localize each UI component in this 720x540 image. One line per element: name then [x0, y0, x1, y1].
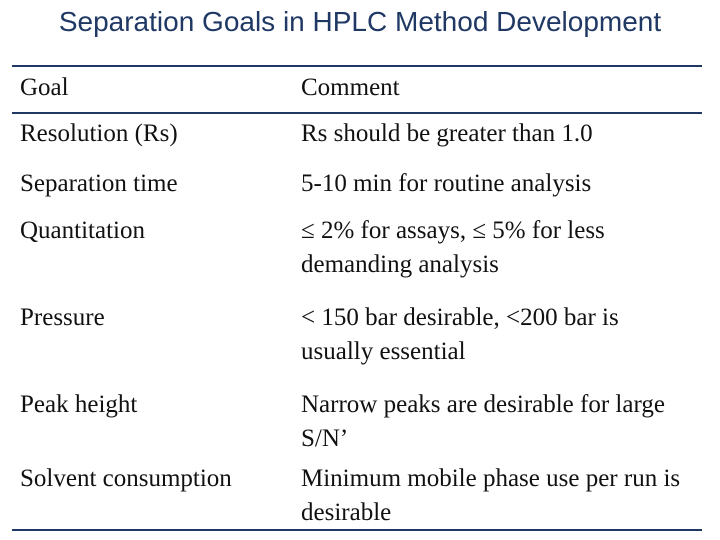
row-peak-height-goal: Peak height: [20, 391, 138, 418]
table-header-rule: [12, 112, 702, 114]
header-comment: Comment: [301, 74, 400, 101]
row-quantitation-goal: Quantitation: [20, 217, 145, 244]
row-resolution-comment: Rs should be greater than 1.0: [301, 120, 593, 147]
table-top-rule: [12, 65, 702, 67]
header-goal: Goal: [20, 74, 69, 101]
row-quantitation-comment: ≤ 2% for assays, ≤ 5% for less demanding analysis: [301, 217, 605, 278]
row-resolution-goal: Resolution (Rs): [20, 120, 178, 147]
row-separation-time-goal: Separation time: [20, 170, 178, 197]
row-solvent-consumption-goal: Solvent consumption: [20, 465, 232, 492]
table-bottom-rule: [12, 529, 702, 531]
row-pressure-goal: Pressure: [20, 304, 105, 331]
row-separation-time-comment: 5-10 min for routine analysis: [301, 170, 592, 197]
row-pressure-comment: < 150 bar desirable, <200 bar is usually essential: [301, 304, 619, 365]
row-peak-height-comment: Narrow peaks are desirable for large S/N’: [301, 391, 665, 452]
row-solvent-consumption-comment: Minimum mobile phase use per run is desirable: [301, 465, 681, 526]
slide-title: Separation Goals in HPLC Method Development: [58, 6, 662, 37]
